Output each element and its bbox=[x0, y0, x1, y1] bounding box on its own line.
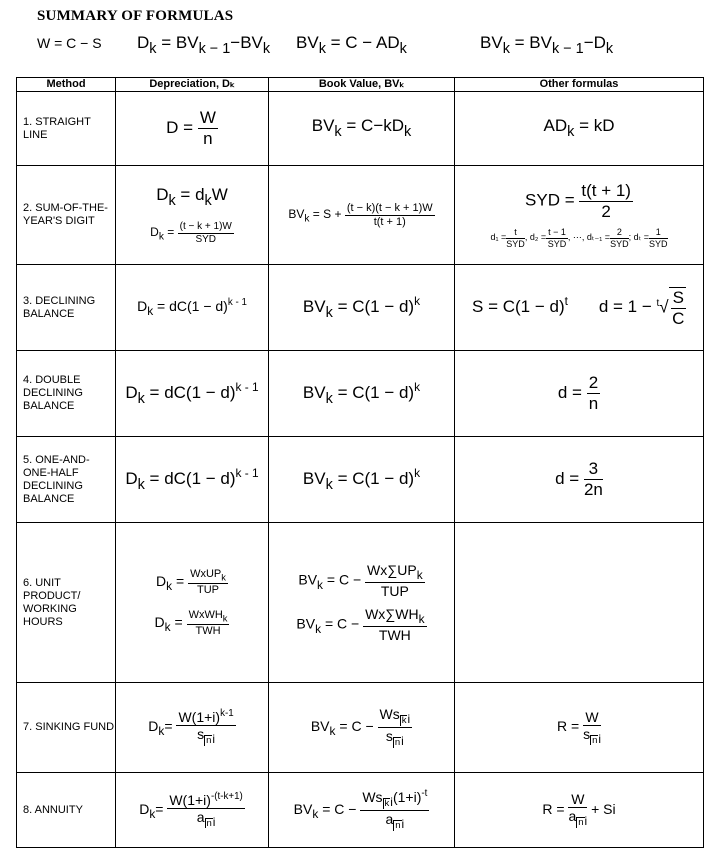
bv-sinking-fund: $BV_k = C$ − $\frac{Ws _{ki}}{s _{ni}}$ bbox=[269, 683, 455, 773]
method-straight-line: 1. STRAIGHT LINE bbox=[17, 92, 116, 166]
row-unit-product bbox=[17, 523, 704, 683]
bv-straight-line: $BV_k = C-kD_k$ bbox=[269, 92, 455, 166]
bv-declining-balance: $BV_k = C(1 - d)^k$ bbox=[269, 265, 455, 351]
other-straight-line: $AD_k$ = kD bbox=[455, 92, 704, 166]
bv-syd: $BV_k = S$ + $\frac{(t - k)(t - k + 1)W}{t(t + 1)}$ bbox=[269, 166, 455, 265]
other-double-declining: d = $\frac{2}{n}$ bbox=[455, 351, 704, 437]
row-one-half-declining bbox=[17, 437, 704, 523]
bv-annuity: $BV_k = C$ − $\frac{Ws _{ki}(1+i)^{-t}}{a _{ni}}$ bbox=[269, 773, 455, 848]
other-one-half-declining: d = $\frac{3}{2n}$ bbox=[455, 437, 704, 523]
other-syd: SYD = $\frac{t(t + 1)}{2}$ d₁ = $\frac{t}{\text{SYD}}$ , d₂ = $\frac{t - 1}{\text{SYD}}$ , ⋯, dₜ₋₁ = $\frac{2}{\text{SYD}}$ ; dₜ = $\frac{1}{\text{SYD}}$ bbox=[455, 166, 704, 265]
method-annuity: 8. ANNUITY bbox=[17, 773, 116, 848]
row-double-declining bbox=[17, 351, 704, 437]
dep-unit-product: $D_k$ = $\frac{WxUP_k}{\text{TUP}}$ $D_k$ = $\frac{WxWH_k}{\text{TWH}}$ bbox=[116, 523, 269, 683]
method-one-half-declining: 5. ONE-AND-ONE-HALF DECLINING BALANCE bbox=[17, 437, 116, 523]
row-sinking-fund bbox=[17, 683, 704, 773]
row-annuity bbox=[17, 773, 704, 848]
dep-declining-balance: $D_k = dC(1 - d)^{k - 1}$ bbox=[116, 265, 269, 351]
method-unit-product: 6. UNIT PRODUCT/ WORKING HOURS bbox=[17, 523, 116, 683]
dep-annuity: $D_k=$ $\frac{W(1+i)^{-(t-k+1)}}{a _{ni}}$ bbox=[116, 773, 269, 848]
row-declining-balance bbox=[17, 265, 704, 351]
formula-bvk-recursive: $BV_k = BV_{k - 1}-D_k$ bbox=[480, 33, 614, 58]
page-title: SUMMARY OF FORMULAS bbox=[37, 8, 234, 24]
header-other: Other formulas bbox=[455, 78, 704, 92]
header-method: Method bbox=[17, 78, 116, 92]
other-sinking-fund: R = $\frac{W}{s _{ni}}$ bbox=[455, 683, 704, 773]
formula-w: W = C − S bbox=[37, 35, 102, 51]
other-annuity: R = $\frac{W}{a _{ni}}$ + Si bbox=[455, 773, 704, 848]
header-depreciation: Depreciation, Dₖ bbox=[116, 78, 269, 92]
method-sinking-fund: 7. SINKING FUND bbox=[17, 683, 116, 773]
dep-syd: $D_k = d_kW$ $D_k$ = $\frac{(t - k + 1)W}{\text{SYD}}$ bbox=[116, 166, 269, 265]
bv-double-declining: $BV_k = C(1 - d)^k$ bbox=[269, 351, 455, 437]
dep-one-half-declining: $D_k = dC(1 - d)^{k - 1}$ bbox=[116, 437, 269, 523]
other-unit-product bbox=[455, 523, 704, 683]
method-double-declining: 4. DOUBLE DECLINING BALANCE bbox=[17, 351, 116, 437]
other-declining-balance: $S = C(1 - d)^t$ d = 1 − $^t$√ $\frac{S}{C}$ bbox=[455, 265, 704, 351]
row-syd bbox=[17, 166, 704, 265]
dep-sinking-fund: $D_k=$ $\frac{W(1+i)^{k-1}}{s _{ni}}$ bbox=[116, 683, 269, 773]
method-declining-balance: 3. DECLINING BALANCE bbox=[17, 265, 116, 351]
formula-bvk: $BV_k = C - AD_k$ bbox=[296, 33, 407, 58]
header-row bbox=[17, 78, 704, 92]
method-syd: 2. SUM-OF-THE-YEAR'S DIGIT bbox=[17, 166, 116, 265]
dep-straight-line: D = $\frac{W}{n}$ bbox=[116, 92, 269, 166]
formula-dk: $D_k = BV_{k - 1}-BV_k$ bbox=[137, 33, 271, 58]
header-book-value: Book Value, BVₖ bbox=[269, 78, 455, 92]
formula-table bbox=[16, 77, 704, 848]
dep-double-declining: $D_k = dC(1 - d)^{k - 1}$ bbox=[116, 351, 269, 437]
bv-unit-product: $BV_k = C$ − $\frac{Wx\sum UP_k}{\text{TUP}}$ $BV_k = C$ − $\frac{Wx\sum WH_k}{\text{TWH}}$ bbox=[269, 523, 455, 683]
row-straight-line bbox=[17, 92, 704, 166]
bv-one-half-declining: $BV_k = C(1 - d)^k$ bbox=[269, 437, 455, 523]
